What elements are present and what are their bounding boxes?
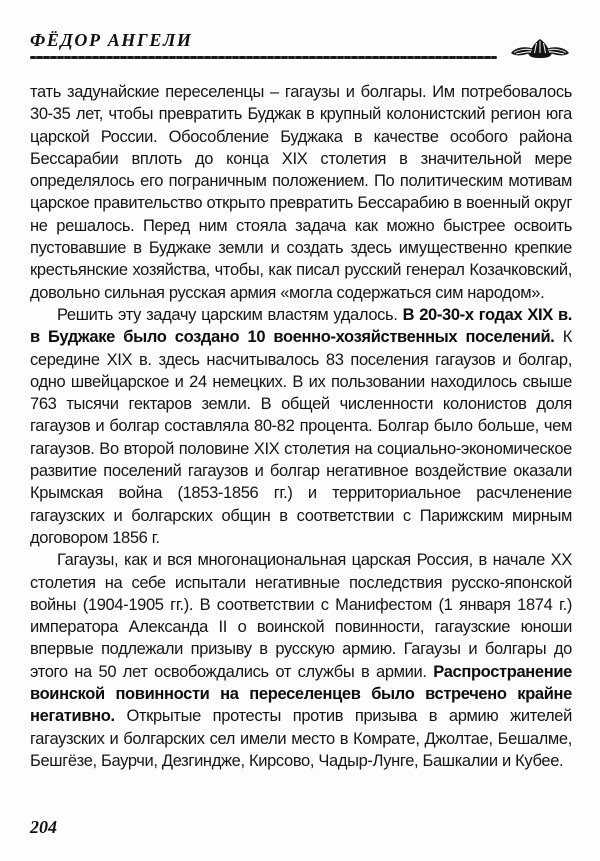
- text-run: Гагаузы, как и вся многонациональная царская Россия, в начале XX столетия на себе испытали негативные последствия русско-японской войны (1904-1905 гг.). В соответствии с Манифестом (1 января 1874 г.) императора Александа II о воинской повинности, гагаузские юноши впервые подлежали призыву в русскую армию. Гагаузы и болгары до этого на 50 лет освобождались от службы в армии.: [30, 551, 572, 681]
- text-run: К середине XIX в. здесь насчитывалось 83 поселения гагаузов и болгар, одно швейцарское и 24 немецких. В их пользовании находилось свыше 763 тысячи гектаров земли. В общей численности колонистов доля гагаузов и болгар составляла 80-82 процента. Болгар было больше, чем гагаузов. Во второй половине XIX столетия на социально-экономическое развитие поселений гагаузов и болгар негативное воздействие оказали Крымская война (1853-1856 гг.) и территориальное расчленение гагаузских и болгарских общин в соответствии с Парижским мирным договором 1856 г.: [30, 328, 572, 547]
- paragraph: [30, 304, 572, 549]
- bold-text-run: В 20-30-х годах XIX в. в Буджаке было создано 10 военно-хозяйственных поселений.: [30, 305, 573, 347]
- bold-text-run: Распространение воинской повинности на переселенцев было встречено крайне негативно.: [30, 662, 572, 726]
- header-title-block: [30, 30, 498, 59]
- text-run: Открытые протесты против призыва в армию жителей гагаузских и болгарских сел имели место в Комрате, Джолтае, Бешалме, Бешгёзе, Баурчи, Дезгиндже, Кирсово, Чадыр-Лунге, Башкалии и Кубее.: [30, 707, 572, 770]
- header-rule: [30, 56, 497, 59]
- paragraph: [30, 549, 572, 772]
- text-run: Решить эту задачу царским властям удалось.: [57, 305, 403, 324]
- page-header: [30, 30, 572, 60]
- paragraph: [30, 81, 572, 304]
- page-body: [30, 81, 572, 772]
- palmette-fleuron-icon: [508, 38, 572, 60]
- page-number: 204: [30, 817, 57, 837]
- running-title: ФЁДОР АНГЕЛИ: [30, 30, 193, 50]
- text-run: тать задунайские переселенцы – гагаузы и болгары. Им потребовалось 30-35 лет, чтобы превратить Буджак в крупный колонистский регион юга царской России. Обособление Буджака в качестве особого района Бессарабии вплоть до конца XIX столетия в значительной мере определялось его пограничным положением. По политическим мотивам царское правительство открыто превратить Бессарабию в военный округ не решалось. Перед ним стояла задача как можно быстрее освоить пустовавшие в Буджаке земли и создать здесь имущественно крепкие крестьянские хозяйства, чтобы, как писал русский генерал Козачковский, довольно сильная русская армия «могла содержаться сим народом».: [30, 83, 572, 302]
